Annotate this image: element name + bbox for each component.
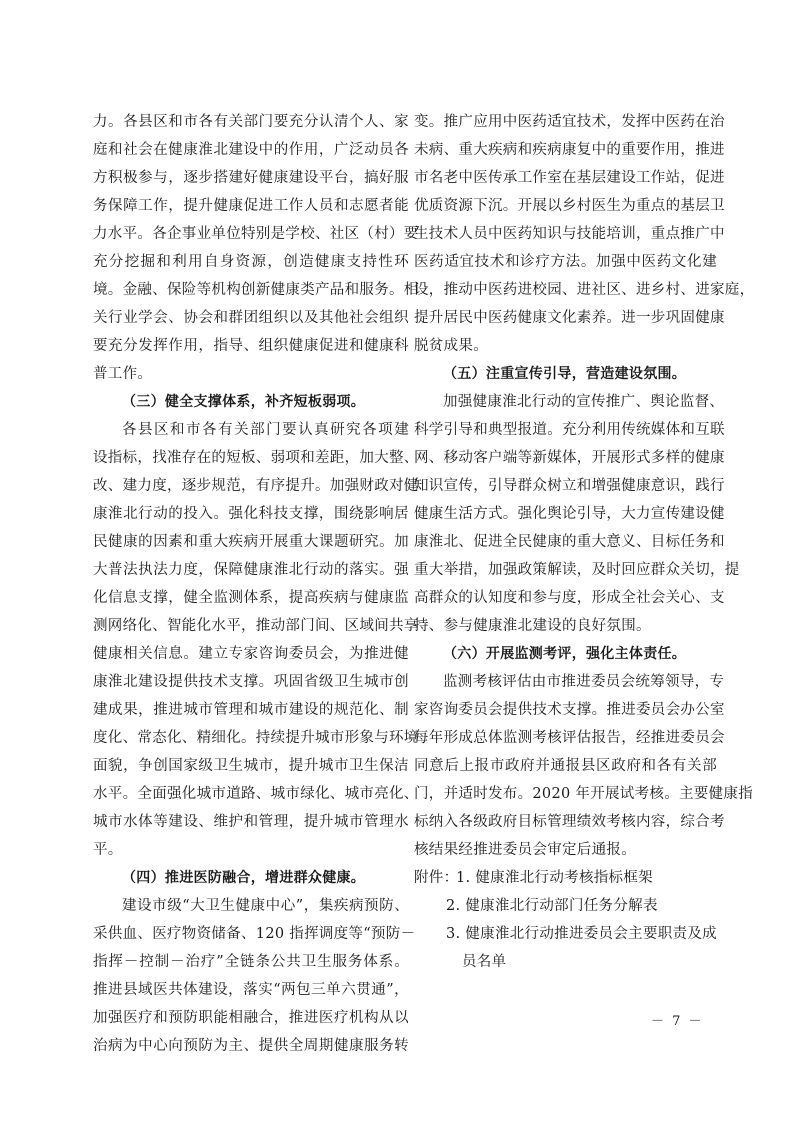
paragraph-line: 建设市级“大卫生健康中心”，集疾病预防、 [122,898,409,914]
paragraph-line: 家咨询委员会提供技术支撑。推进委员会办公室 [414,702,725,718]
section-heading-4: （四）推进医防融合，增进群众健康。 [122,870,366,886]
paragraph-line: 核结果经推进委员会审定后通报。 [414,842,636,858]
paragraph-line: 面貌，争创国家级卫生城市，提升城市卫生保洁 [93,758,409,774]
paragraph-line: 改、建力度，逐步规范，有序提升。加强财政对健 [93,478,419,494]
paragraph-line: 民健康的因素和重大疾病开展重大课题研究。加 [93,534,409,550]
paragraph-line: 脱贫成果。 [414,338,488,354]
page-number: － 7 － [651,1014,704,1029]
paragraph-line: 每年形成总体监测考核评估报告，经推进委员会 [414,730,725,746]
paragraph-line: 治病为中心向预防为主、提供全周期健康服务转 [93,1038,409,1054]
paragraph-line: 康淮北、促进全民健康的重大意义、目标任务和 [414,534,725,550]
paragraph-line: 关行业学会、协会和群团组织以及其他社会组织 [93,310,409,326]
paragraph-line: 门，并适时发布。2020 年开展试考核。主要健康指 [414,786,754,802]
paragraph-line: 医药适宜技术和诊疗方法。加强中医药文化建 [414,254,717,270]
left-column [93,108,419,1060]
attachments-prefix: 附件： [414,870,459,886]
paragraph-line: 同意后上报市政府并通报县区政府和各有关部 [414,758,717,774]
paragraph-line: 务保障工作，提升健康促进工作人员和志愿者能 [93,198,409,214]
paragraph-line: 大普法执法力度，保障健康淮北行动的落实。强 [93,562,409,578]
paragraph-line: 标纳入各级政府目标管理绩效考核内容，综合考 [414,814,725,830]
paragraph-line: 测网络化、智能化水平，推动部门间、区域间共享 [93,618,419,634]
paragraph-line: 推进县域医共体建设，落实“两包三单六贯通”， [93,982,409,998]
paragraph-line: 城市水体等建设、维护和管理，提升城市管理水 [93,814,409,830]
paragraph-line: 庭和社会在健康淮北建设中的作用，广泛动员各 [93,142,409,158]
paragraph-line: 设指标，找准存在的短板、弱项和差距，加大整、 [93,450,419,466]
paragraph-line: 科学引导和典型报道。充分利用传统媒体和互联 [414,422,725,438]
paragraph-line: 平。 [93,842,123,858]
paragraph-line: 网、移动客户端等新媒体，开展形式多样的健康 [414,450,725,466]
attachment-item: 3. 健康淮北行动推进委员会主要职责及成 [446,926,717,942]
paragraph-line: 境。金融、保险等机构创新健康类产品和服务。相 [93,282,419,298]
attachment-item: 2. 健康淮北行动部门任务分解表 [446,898,658,914]
paragraph-line: 力水平。各企事业单位特别是学校、社区（村）要 [93,226,419,242]
section-heading-5: （五）注重宣传引导，营造建设氛围。 [443,366,687,382]
paragraph-line: 监测考核评估由市推进委员会统筹领导，专 [443,674,725,690]
paragraph-line: 建成果，推进城市管理和城市建设的规范化、制 [93,702,409,718]
paragraph-line: 各县区和市各有关部门要认真研究各项建 [122,422,409,438]
paragraph-line: 变。推广应用中医药适宜技术，发挥中医药在治 [414,114,725,130]
paragraph-line: 康淮北行动的投入。强化科技支撑，围绕影响居 [93,506,409,522]
attachment-item: 1. 健康淮北行动考核指标框架 [456,870,653,886]
attachment-item-continuation: 员名单 [462,954,507,970]
paragraph-line: 指挥－控制－治疗”全链条公共卫生服务体系。 [93,954,409,970]
paragraph-line: 加强健康淮北行动的宣传推广、舆论监督、 [443,394,725,410]
paragraph-line: 高群众的认知度和参与度，形成全社会关心、支 [414,590,725,606]
paragraph-line: 生技术人员中医药知识与技能培训，重点推广中 [414,226,725,242]
paragraph-line: 采供血、医疗物资储备、120 指挥调度等“预防－ [93,926,416,942]
paragraph-line: 要充分发挥作用，指导、组织健康促进和健康科 [93,338,409,354]
right-column [414,108,755,976]
paragraph-line: 力。各县区和市各有关部门要充分认清个人、家 [93,114,409,130]
paragraph-line: 未病、重大疾病和疾病康复中的重要作用，推进 [414,142,725,158]
paragraph-line: 持、参与健康淮北建设的良好氛围。 [414,618,651,634]
paragraph-line: 普工作。 [93,366,153,382]
paragraph-line: 充分挖掘和利用自身资源，创造健康支持性环 [93,254,409,270]
paragraph-line: 设，推动中医药进校园、进社区、进乡村、进家庭， [414,282,755,298]
paragraph-line: 健康生活方式。强化舆论引导，大力宣传建设健 [414,506,725,522]
paragraph-line: 水平。全面强化城市道路、城市绿化、城市亮化、 [93,786,419,802]
paragraph-line: 健康相关信息。建立专家咨询委员会，为推进健 [93,646,409,662]
paragraph-line: 方积极参与，逐步搭建好健康建设平台，搞好服 [93,170,409,186]
paragraph-line: 知识宣传，引导群众树立和增强健康意识，践行 [414,478,725,494]
paragraph-line: 优质资源下沉。开展以乡村医生为重点的基层卫 [414,198,725,214]
paragraph-line: 化信息支撑，健全监测体系，提高疾病与健康监 [93,590,409,606]
paragraph-line: 提升居民中医药健康文化素养。进一步巩固健康 [414,310,725,326]
attachment-line-1 [414,864,717,892]
paragraph-line: 度化、常态化、精细化。持续提升城市形象与环境 [93,730,419,746]
section-heading-6: （六）开展监测考评，强化主体责任。 [443,646,687,662]
paragraph-line: 康淮北建设提供技术支撑。巩固省级卫生城市创 [93,674,409,690]
paragraph-line: 加强医疗和预防职能相融合，推进医疗机构从以 [93,1010,409,1026]
paragraph-line: 重大举措，加强政策解读，及时回应群众关切，提 [414,562,740,578]
section-heading-3: （三）健全支撑体系，补齐短板弱项。 [122,394,366,410]
paragraph-line: 市名老中医传承工作室在基层建设工作站，促进 [414,170,725,186]
